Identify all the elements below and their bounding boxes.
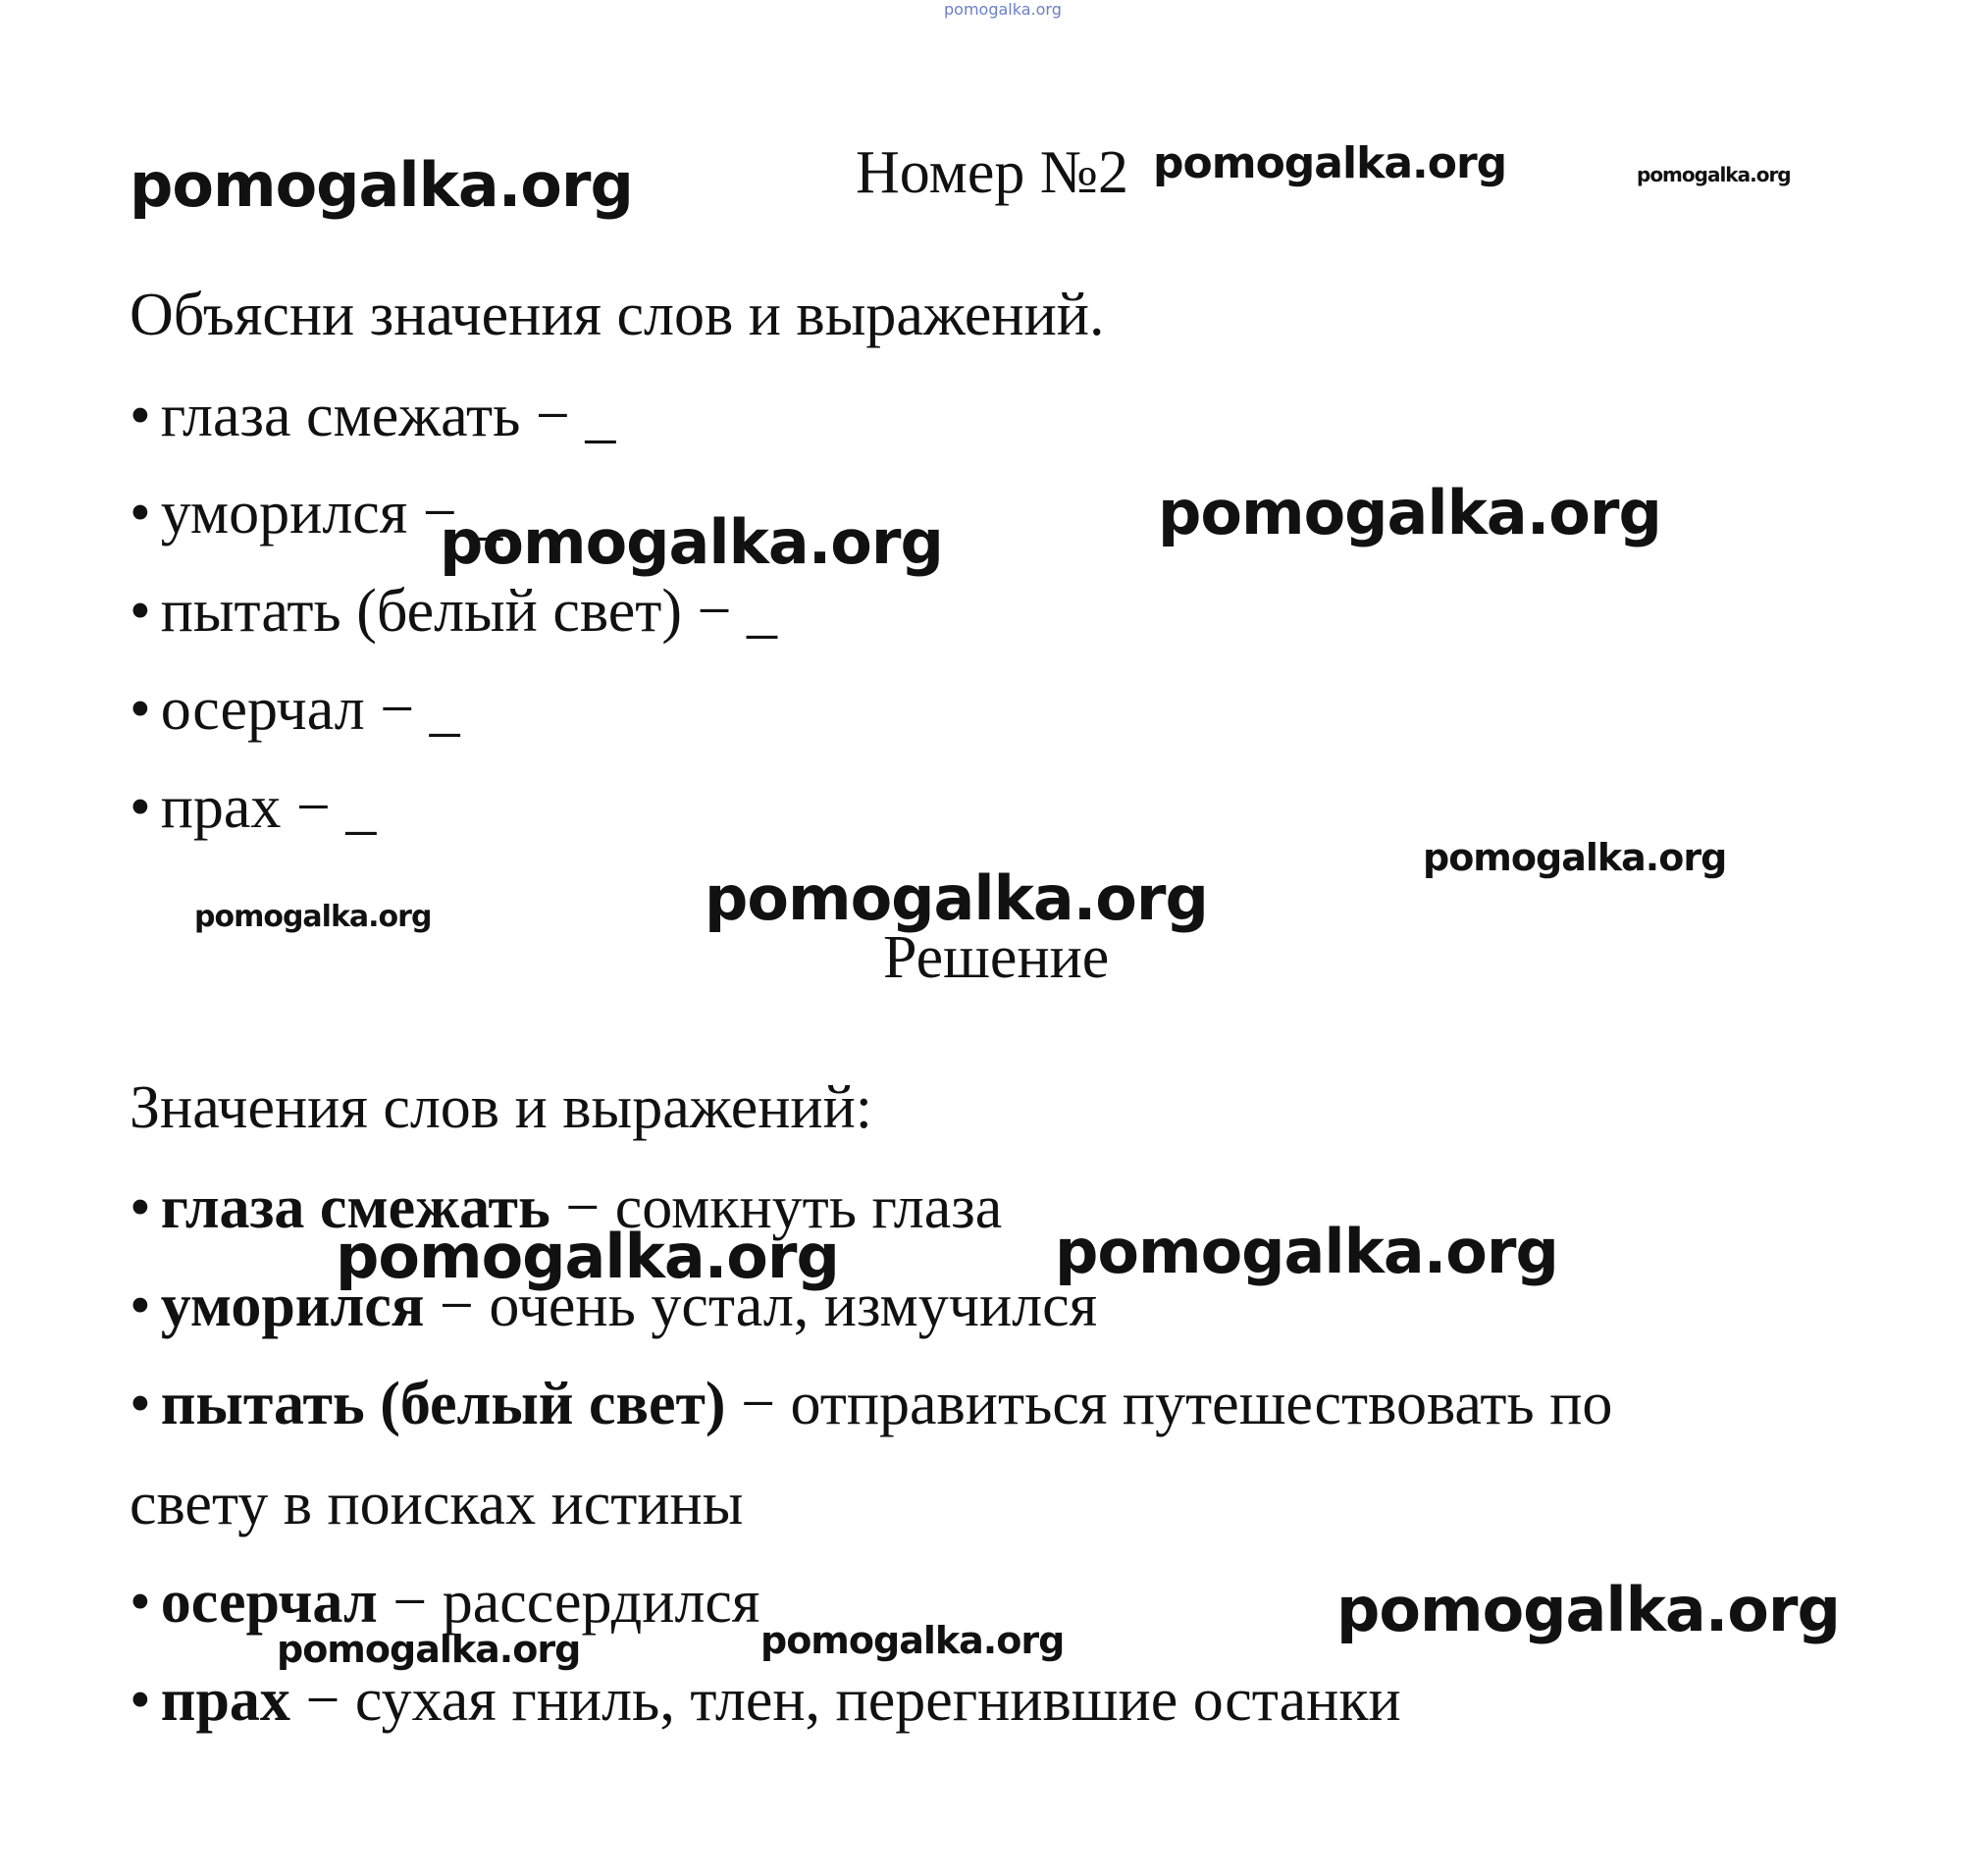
task-item-text: уморился − _	[160, 480, 503, 547]
task-item	[130, 774, 377, 841]
task-item-text: пытать (белый свет) − _	[160, 578, 778, 645]
watermark-text: pomogalka.org	[1055, 1216, 1558, 1287]
task-item-text: глаза смежать − _	[160, 383, 616, 449]
watermark-text: pomogalka.org	[336, 1221, 839, 1292]
bullet: •	[130, 1667, 151, 1734]
solution-term: глаза смежать	[160, 1174, 550, 1241]
solution-term: осерчал	[160, 1569, 378, 1636]
solution-intro: Значения слов и выражений:	[130, 1074, 873, 1141]
solution-definition: − очень устал, измучился	[424, 1273, 1098, 1339]
watermark-text: pomogalka.org	[130, 149, 633, 221]
solution-heading: Решение	[883, 924, 1110, 991]
task-item	[130, 578, 778, 645]
solution-term: прах	[160, 1667, 290, 1734]
bullet: •	[130, 1174, 151, 1241]
bullet: •	[130, 578, 151, 645]
solution-term: пытать (белый свет)	[160, 1371, 726, 1437]
watermark-text: pomogalka.org	[705, 862, 1208, 934]
solution-term: уморился	[160, 1273, 425, 1339]
task-item	[130, 676, 460, 743]
task-item	[130, 383, 616, 449]
solution-item-continuation: свету в поисках истины	[130, 1471, 744, 1537]
watermark-text: pomogalka.org	[944, 0, 1062, 19]
watermark-text: pomogalka.org	[440, 506, 943, 578]
bullet: •	[130, 676, 151, 743]
watermark-text: pomogalka.org	[277, 1628, 581, 1671]
watermark-text: pomogalka.org	[1637, 163, 1791, 186]
bullet: •	[130, 1371, 151, 1437]
watermark-text: pomogalka.org	[1423, 836, 1727, 879]
solution-item	[130, 1667, 1401, 1734]
bullet: •	[130, 1273, 151, 1339]
task-item-text: прах − _	[160, 774, 377, 841]
bullet: •	[130, 1569, 151, 1636]
watermark-text: pomogalka.org	[1158, 477, 1661, 548]
bullet: •	[130, 383, 151, 449]
task-title: Номер №2	[856, 139, 1129, 206]
solution-definition: − рассердился	[377, 1569, 760, 1636]
solution-definition: − отправиться путешествовать по	[725, 1371, 1613, 1437]
bullet: •	[130, 774, 151, 841]
solution-item	[130, 1371, 1613, 1437]
task-item-text: осерчал − _	[160, 676, 460, 743]
solution-item	[130, 1569, 760, 1636]
watermark-text: pomogalka.org	[1336, 1574, 1840, 1645]
solution-definition: − сомкнуть глаза	[549, 1174, 1003, 1241]
task-instruction: Объясни значения слов и выражений.	[130, 282, 1105, 348]
watermark-text: pomogalka.org	[194, 900, 432, 934]
bullet: •	[130, 480, 151, 547]
watermark-text: pomogalka.org	[760, 1619, 1065, 1662]
solution-definition: − сухая гниль, тлен, перегнившие останки	[289, 1667, 1401, 1734]
watermark-text: pomogalka.org	[1153, 138, 1507, 188]
